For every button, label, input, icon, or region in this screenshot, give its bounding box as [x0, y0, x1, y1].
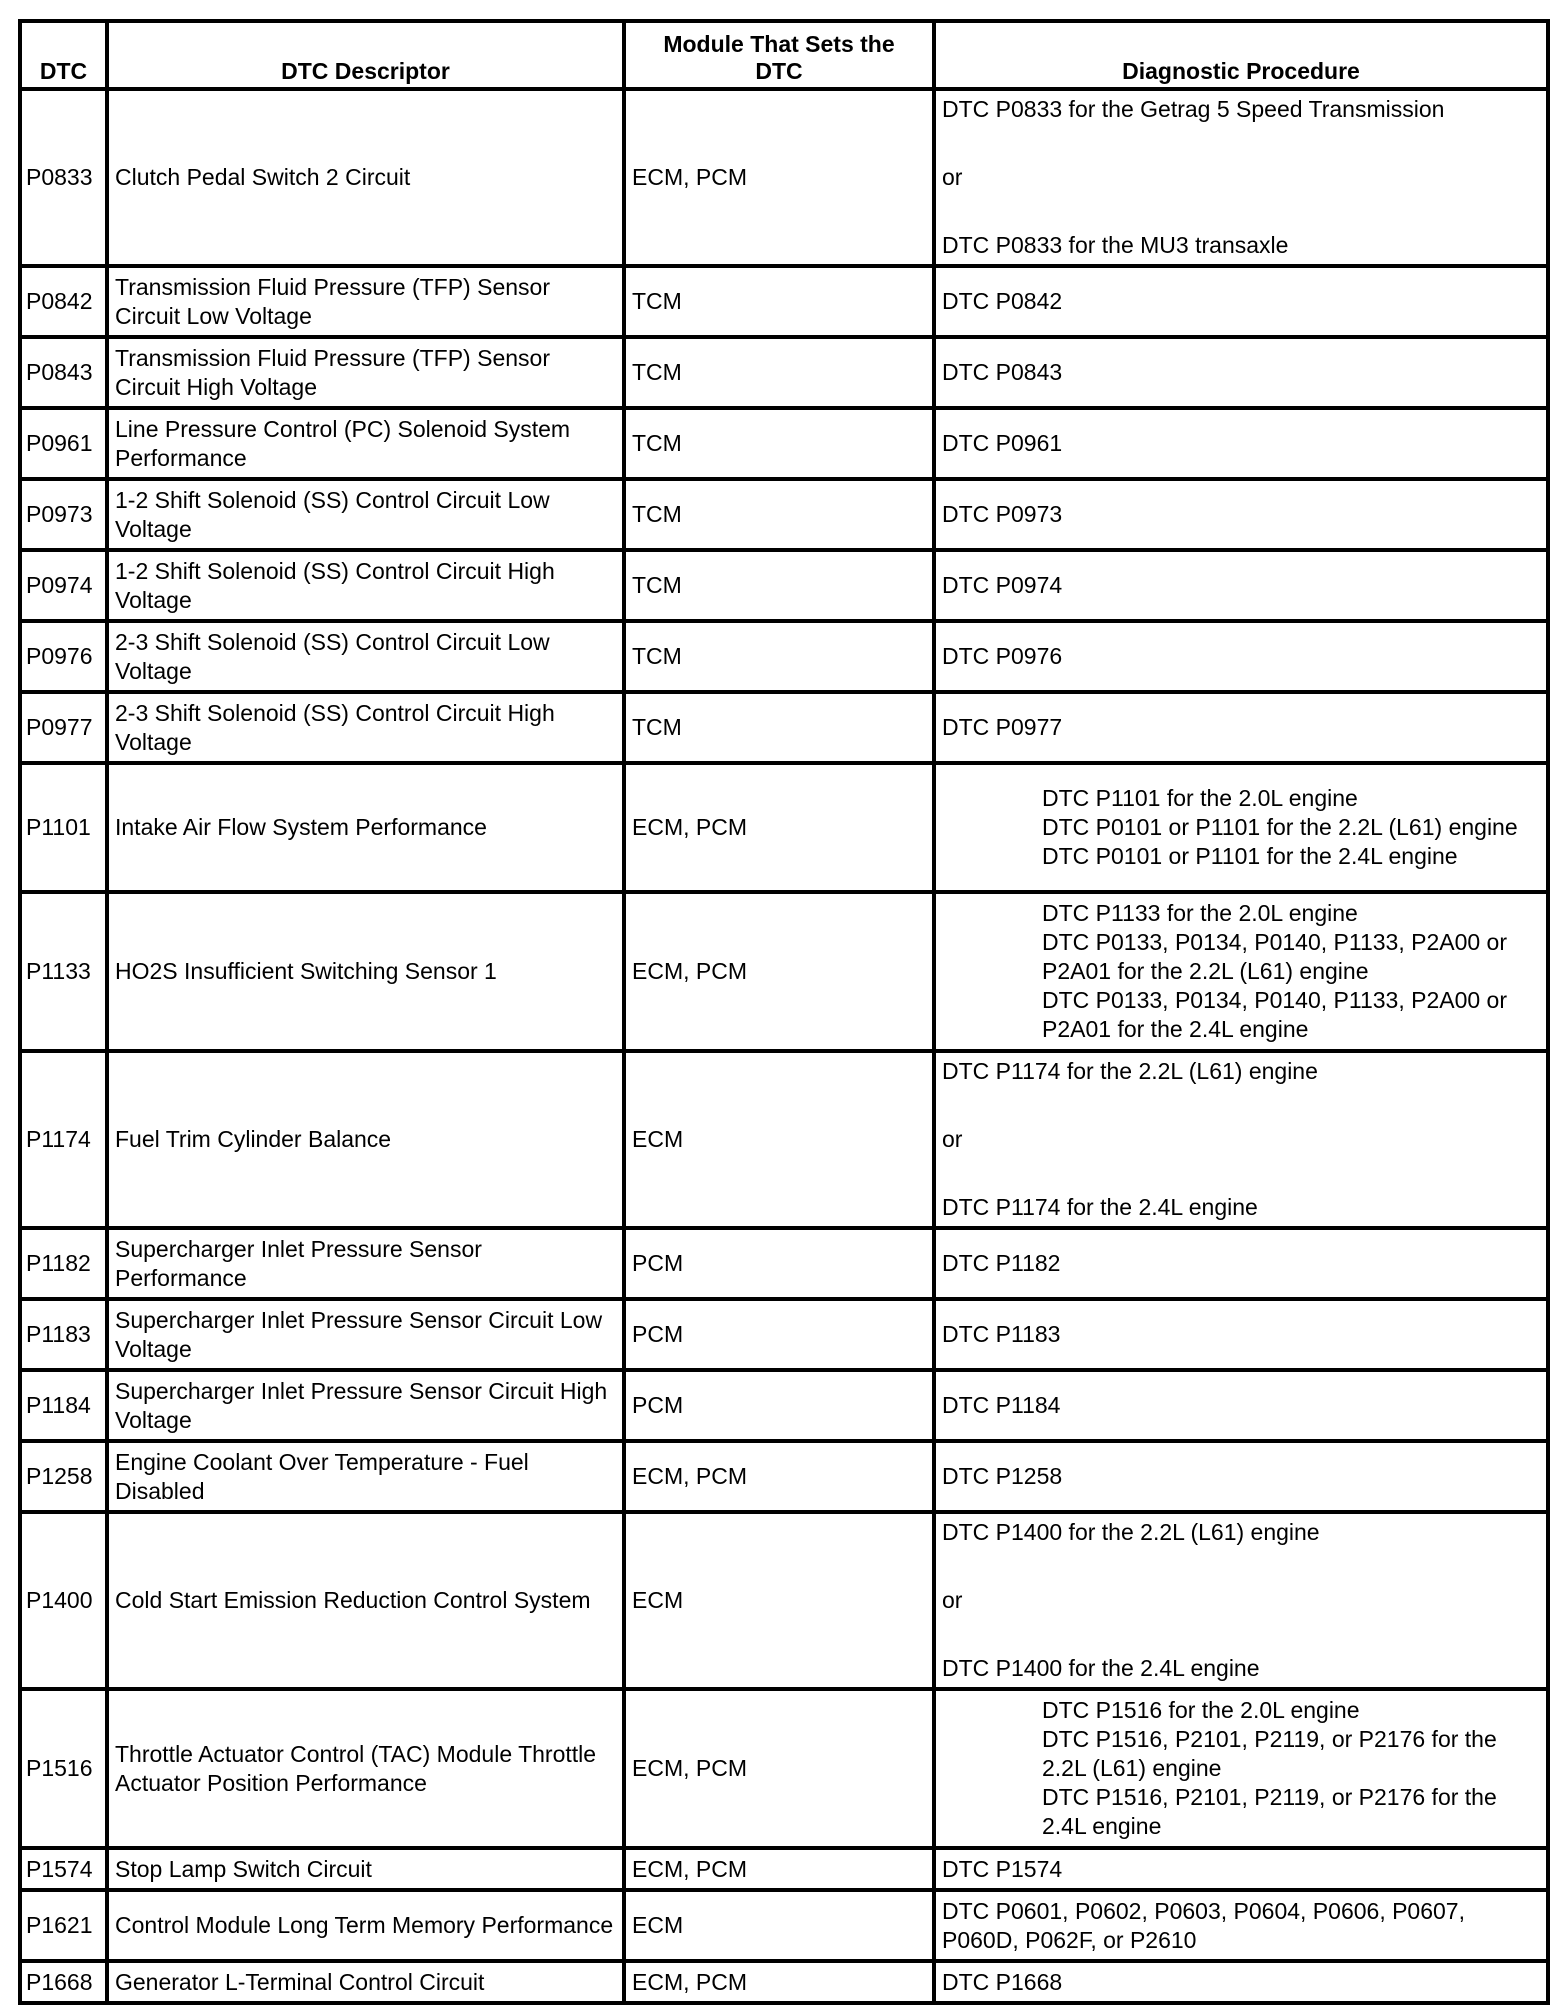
diagnostic-procedure	[934, 692, 1548, 763]
setting-module: ECM, PCM	[624, 89, 934, 266]
setting-module: TCM	[624, 692, 934, 763]
diagnostic-procedure	[934, 550, 1548, 621]
dtc-code: P1174	[20, 1051, 107, 1228]
header-module: Module That Sets the DTC	[624, 21, 934, 89]
diagnostic-procedure	[934, 1512, 1548, 1689]
setting-module: ECM	[624, 1051, 934, 1228]
dtc-code: P0842	[20, 266, 107, 337]
diagnostic-procedure	[934, 1689, 1548, 1848]
dtc-descriptor: Supercharger Inlet Pressure Sensor Circuit High Voltage	[107, 1370, 624, 1441]
dtc-descriptor: Throttle Actuator Control (TAC) Module Throttle Actuator Position Performance	[107, 1689, 624, 1848]
header-descriptor: DTC Descriptor	[107, 21, 624, 89]
procedure-line: DTC P0961	[942, 430, 1063, 456]
table-row	[20, 1370, 1548, 1441]
procedure-spacer	[942, 1154, 1540, 1193]
diagnostic-procedure	[934, 1890, 1548, 1961]
table-row	[20, 692, 1548, 763]
procedure-line: DTC P1516, P2101, P2119, or P2176 for the 2.4L engine	[1042, 1784, 1497, 1839]
dtc-code: P1621	[20, 1890, 107, 1961]
dtc-descriptor: Cold Start Emission Reduction Control System	[107, 1512, 624, 1689]
procedure-line: DTC P0974	[942, 572, 1063, 598]
procedure-line: DTC P0833 for the MU3 transaxle	[942, 232, 1289, 258]
dtc-descriptor: Line Pressure Control (PC) Solenoid System Performance	[107, 408, 624, 479]
procedure-line: DTC P0133, P0134, P0140, P1133, P2A00 or P2A01 for the 2.2L (L61) engine	[1042, 929, 1507, 984]
procedure-line: DTC P1574	[942, 1855, 1063, 1882]
diagnostic-procedure	[934, 1441, 1548, 1512]
dtc-descriptor: Clutch Pedal Switch 2 Circuit	[107, 89, 624, 266]
dtc-code: P0974	[20, 550, 107, 621]
setting-module: PCM	[624, 1228, 934, 1299]
dtc-descriptor: Supercharger Inlet Pressure Sensor Circuit Low Voltage	[107, 1299, 624, 1370]
procedure-line: DTC P1400 for the 2.4L engine	[942, 1655, 1260, 1681]
dtc-descriptor: Control Module Long Term Memory Performance	[107, 1890, 624, 1961]
diagnostic-procedure	[934, 621, 1548, 692]
dtc-descriptor: Engine Coolant Over Temperature - Fuel Disabled	[107, 1441, 624, 1512]
procedure-line: DTC P0101 or P1101 for the 2.2L (L61) engine	[1042, 814, 1518, 840]
table-row	[20, 1890, 1548, 1961]
procedure-or: or	[942, 1587, 963, 1613]
setting-module: ECM, PCM	[624, 763, 934, 892]
dtc-descriptor: 1-2 Shift Solenoid (SS) Control Circuit Low Voltage	[107, 479, 624, 550]
procedure-line: DTC P0977	[942, 714, 1063, 740]
table-row	[20, 1512, 1548, 1689]
diagnostic-procedure	[934, 337, 1548, 408]
dtc-descriptor: Generator L-Terminal Control Circuit	[107, 1961, 624, 2003]
table-row	[20, 1961, 1548, 2003]
dtc-code: P1184	[20, 1370, 107, 1441]
dtc-descriptor: Stop Lamp Switch Circuit	[107, 1848, 624, 1890]
procedure-spacer	[942, 1547, 1540, 1586]
table-row	[20, 1441, 1548, 1512]
table-row	[20, 621, 1548, 692]
table-row	[20, 1848, 1548, 1890]
setting-module: ECM, PCM	[624, 1441, 934, 1512]
setting-module: TCM	[624, 479, 934, 550]
setting-module: ECM, PCM	[624, 892, 934, 1051]
dtc-code: P1101	[20, 763, 107, 892]
header-row	[20, 21, 1548, 89]
dtc-code: P0833	[20, 89, 107, 266]
diagnostic-procedure	[934, 266, 1548, 337]
table-row	[20, 408, 1548, 479]
procedure-spacer	[942, 124, 1540, 163]
setting-module: ECM	[624, 1890, 934, 1961]
dtc-code: P1183	[20, 1299, 107, 1370]
dtc-code: P1133	[20, 892, 107, 1051]
procedure-line: DTC P0843	[942, 359, 1063, 385]
procedure-spacer	[942, 192, 1540, 231]
diagnostic-procedure	[934, 892, 1548, 1051]
setting-module: PCM	[624, 1299, 934, 1370]
procedure-line: DTC P1668	[942, 1968, 1063, 1995]
procedure-line: DTC P0833 for the Getrag 5 Speed Transmission	[942, 96, 1445, 122]
dtc-descriptor: 1-2 Shift Solenoid (SS) Control Circuit High Voltage	[107, 550, 624, 621]
dtc-descriptor: 2-3 Shift Solenoid (SS) Control Circuit High Voltage	[107, 692, 624, 763]
diagnostic-procedure	[934, 1370, 1548, 1441]
table-row	[20, 1228, 1548, 1299]
diagnostic-procedure	[934, 1228, 1548, 1299]
procedure-line: DTC P0842	[942, 288, 1063, 314]
setting-module: ECM, PCM	[624, 1689, 934, 1848]
procedure-line: DTC P1182	[942, 1250, 1061, 1276]
setting-module: PCM	[624, 1370, 934, 1441]
diagnostic-procedure	[934, 1051, 1548, 1228]
procedure-line: DTC P1516 for the 2.0L engine	[1042, 1697, 1360, 1723]
dtc-code: P0961	[20, 408, 107, 479]
diagnostic-procedure	[934, 1299, 1548, 1370]
procedure-line: DTC P1184	[942, 1392, 1061, 1418]
dtc-code: P0977	[20, 692, 107, 763]
dtc-code: P1516	[20, 1689, 107, 1848]
dtc-descriptor: Transmission Fluid Pressure (TFP) Sensor Circuit High Voltage	[107, 337, 624, 408]
diagnostic-procedure	[934, 408, 1548, 479]
dtc-code: P1400	[20, 1512, 107, 1689]
table-row	[20, 1299, 1548, 1370]
dtc-descriptor: Intake Air Flow System Performance	[107, 763, 624, 892]
dtc-code: P0976	[20, 621, 107, 692]
procedure-line: DTC P1101 for the 2.0L engine	[1042, 785, 1358, 811]
diagnostic-procedure	[934, 763, 1548, 892]
dtc-code: P0973	[20, 479, 107, 550]
procedure-line: DTC P0973	[942, 501, 1063, 527]
setting-module: ECM	[624, 1512, 934, 1689]
procedure-or: or	[942, 1126, 963, 1152]
setting-module: TCM	[624, 266, 934, 337]
table-row	[20, 337, 1548, 408]
dtc-code: P1574	[20, 1848, 107, 1890]
dtc-table	[18, 19, 1550, 2005]
table-row	[20, 266, 1548, 337]
procedure-line: DTC P1174 for the 2.2L (L61) engine	[942, 1058, 1318, 1084]
dtc-descriptor: 2-3 Shift Solenoid (SS) Control Circuit Low Voltage	[107, 621, 624, 692]
procedure-line: DTC P1174 for the 2.4L engine	[942, 1194, 1258, 1220]
table-body	[20, 89, 1548, 2003]
table-row	[20, 1051, 1548, 1228]
setting-module: ECM, PCM	[624, 1961, 934, 2003]
dtc-code: P1258	[20, 1441, 107, 1512]
diagnostic-procedure	[934, 1848, 1548, 1890]
procedure-line: DTC P0133, P0134, P0140, P1133, P2A00 or P2A01 for the 2.4L engine	[1042, 987, 1507, 1042]
procedure-line: DTC P0976	[942, 643, 1063, 669]
dtc-descriptor: Fuel Trim Cylinder Balance	[107, 1051, 624, 1228]
header-procedure: Diagnostic Procedure	[934, 21, 1548, 89]
procedure-line: DTC P1183	[942, 1321, 1061, 1347]
table-row	[20, 479, 1548, 550]
procedure-spacer	[942, 1086, 1540, 1125]
dtc-code: P1182	[20, 1228, 107, 1299]
procedure-or: or	[942, 164, 963, 190]
dtc-code: P1668	[20, 1961, 107, 2003]
dtc-descriptor: HO2S Insufficient Switching Sensor 1	[107, 892, 624, 1051]
procedure-line: DTC P0101 or P1101 for the 2.4L engine	[1042, 843, 1458, 869]
header-dtc: DTC	[20, 21, 107, 89]
dtc-code: P0843	[20, 337, 107, 408]
procedure-line: DTC P0601, P0602, P0603, P0604, P0606, P0607, P060D, P062F, or P2610	[942, 1897, 1465, 1953]
diagnostic-procedure	[934, 89, 1548, 266]
setting-module: TCM	[624, 408, 934, 479]
diagnostic-procedure	[934, 1961, 1548, 2003]
setting-module: ECM, PCM	[624, 1848, 934, 1890]
procedure-spacer	[942, 1615, 1540, 1654]
procedure-line: DTC P1258	[942, 1463, 1063, 1489]
diagnostic-procedure	[934, 479, 1548, 550]
setting-module: TCM	[624, 337, 934, 408]
procedure-line: DTC P1400 for the 2.2L (L61) engine	[942, 1519, 1320, 1545]
table-row	[20, 550, 1548, 621]
table-row	[20, 1689, 1548, 1848]
setting-module: TCM	[624, 621, 934, 692]
dtc-descriptor: Supercharger Inlet Pressure Sensor Performance	[107, 1228, 624, 1299]
dtc-descriptor: Transmission Fluid Pressure (TFP) Sensor Circuit Low Voltage	[107, 266, 624, 337]
table-row	[20, 892, 1548, 1051]
procedure-line: DTC P1516, P2101, P2119, or P2176 for the 2.2L (L61) engine	[1042, 1726, 1497, 1781]
setting-module: TCM	[624, 550, 934, 621]
table-row	[20, 89, 1548, 266]
table-row	[20, 763, 1548, 892]
procedure-line: DTC P1133 for the 2.0L engine	[1042, 900, 1358, 926]
